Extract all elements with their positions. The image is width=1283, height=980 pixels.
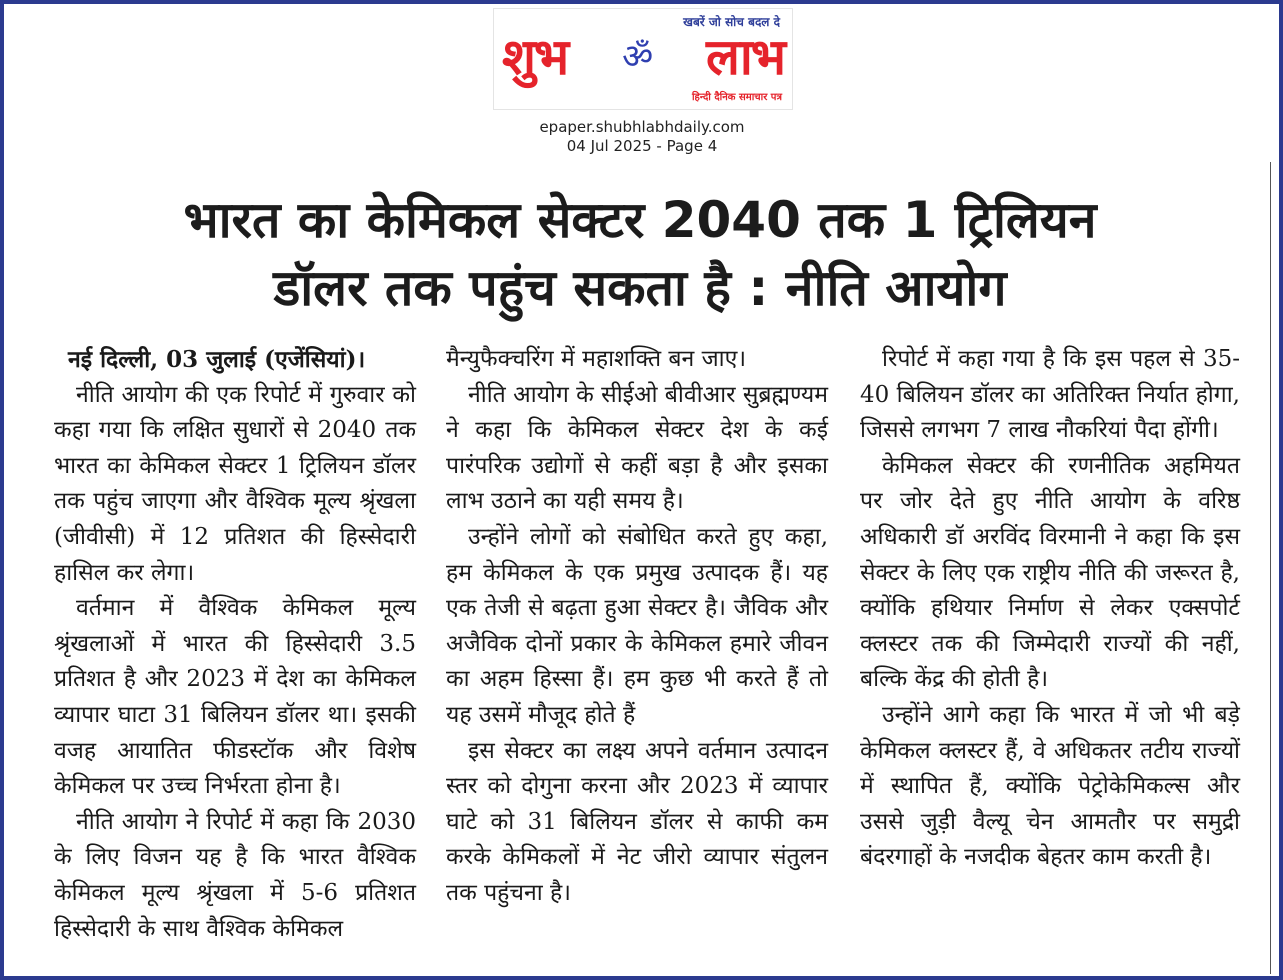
site-url: epaper.shubhlabhdaily.com bbox=[539, 118, 745, 136]
paragraph: नीति आयोग ने रिपोर्ट में कहा कि 2030 के लिए विजन यह है कि भारत वैश्विक केमिकल मूल्य श्रृंखला में 5-6 प्रतिशत हिस्सेदारी के साथ वैश्विक केमिकल bbox=[54, 808, 416, 942]
article-column-3 bbox=[860, 342, 1240, 876]
ganesh-icon: ॐ bbox=[622, 37, 652, 77]
paragraph: नीति आयोग की एक रिपोर्ट में गुरुवार को कहा गया कि लक्षित सुधारों से 2040 तक भारत का केमिकल सेक्टर 1 ट्रिलियन डॉलर तक पहुंच जाएगा और वैश्विक मूल्य श्रृंखला (जीवीसी) में 12 प्रतिशत की हिस्सेदारी हासिल कर लेगा। bbox=[54, 381, 416, 586]
paragraph: इस सेक्टर का लक्ष्य अपने वर्तमान उत्पादन स्तर को दोगुना करना और 2023 में व्यापार घाटे को 31 बिलियन डॉलर से काफी कम करके केमिकलों में नेट जीरो व्यापार संतुलन तक पहुंचना है। bbox=[446, 737, 828, 906]
column-rule bbox=[1270, 162, 1271, 974]
article-column-2 bbox=[446, 342, 828, 912]
paragraph: नीति आयोग के सीईओ बीवीआर सुब्रह्मण्यम ने कहा कि केमिकल सेक्टर देश के कई पारंपरिक उद्योगों से कहीं बड़ा है और इसका लाभ उठाने का यही समय है। bbox=[446, 381, 828, 515]
edition-info bbox=[440, 118, 844, 156]
article-column-1 bbox=[54, 342, 416, 947]
paragraph: मैन्युफैक्चरिंग में महाशक्ति बन जाए। bbox=[446, 346, 747, 372]
article-headline bbox=[20, 186, 1260, 322]
paragraph: केमिकल सेक्टर की रणनीतिक अहमियत पर जोर देते हुए नीति आयोग के वरिष्ठ अधिकारी डॉ अरविंद विरमानी ने कहा कि इस सेक्टर के लिए एक राष्ट्रीय नीति की जरूरत है, क्योंकि हथियार निर्माण से लेकर एक्सपोर्ट क्लस्टर तक की जिम्मेदारी राज्यों की नहीं, बल्कि केंद्र की होती है। bbox=[860, 452, 1240, 693]
logo-subtitle: हिन्दी दैनिक समाचार पत्र bbox=[691, 92, 782, 103]
headline-line: भारत का केमिकल सेक्टर 2040 तक 1 ट्रिलियन bbox=[183, 191, 1097, 249]
edition-date-page: 04 Jul 2025 - Page 4 bbox=[566, 137, 718, 155]
headline-line: डॉलर तक पहुंच सकता है : नीति आयोग bbox=[273, 259, 1007, 317]
logo-tagline: खबरें जो सोच बदल दे bbox=[683, 15, 780, 29]
paragraph: वर्तमान में वैश्विक केमिकल मूल्य श्रृंखलाओं में भारत की हिस्सेदारी 3.5 प्रतिशत है और 2023 में देश का केमिकल व्यापार घाटा 31 बिलियन डॉलर था। इसकी वजह आयातित फीडस्टॉक और विशेष केमिकल पर उच्च निर्भरता होना है। bbox=[54, 595, 416, 800]
newspaper-logo bbox=[493, 8, 793, 110]
paragraph: उन्होंने आगे कहा कि भारत में जो भी बड़े केमिकल क्लस्टर हैं, वे अधिकतर तटीय राज्यों में स्थापित हैं, क्योंकि पेट्रोकेमिकल्स और उससे जुड़ी वैल्यू चेन आमतौर पर समुद्री बंदरगाहों के नजदीक बेहतर काम करती है। bbox=[860, 701, 1240, 871]
logo-wordmark: शुभ ॐ लाभ bbox=[502, 28, 784, 86]
paragraph: रिपोर्ट में कहा गया है कि इस पहल से 35-40 बिलियन डॉलर का अतिरिक्त निर्यात होगा, जिससे लगभग 7 लाख नौकरियां पैदा होंगी। bbox=[860, 346, 1240, 444]
dateline: नई दिल्ली, 03 जुलाई (एजेंसियां)। bbox=[68, 346, 366, 373]
paragraph: उन्होंने लोगों को संबोधित करते हुए कहा, हम केमिकल के एक प्रमुख उत्पादक हैं। यह एक तेजी से बढ़ता हुआ सेक्टर है। जैविक और अजैविक दोनों प्रकार के केमिकल हमारे जीवन का अहम हिस्सा हैं। हम कुछ भी करते हैं तो यह उसमें मौजूद होते हैं bbox=[446, 523, 828, 728]
